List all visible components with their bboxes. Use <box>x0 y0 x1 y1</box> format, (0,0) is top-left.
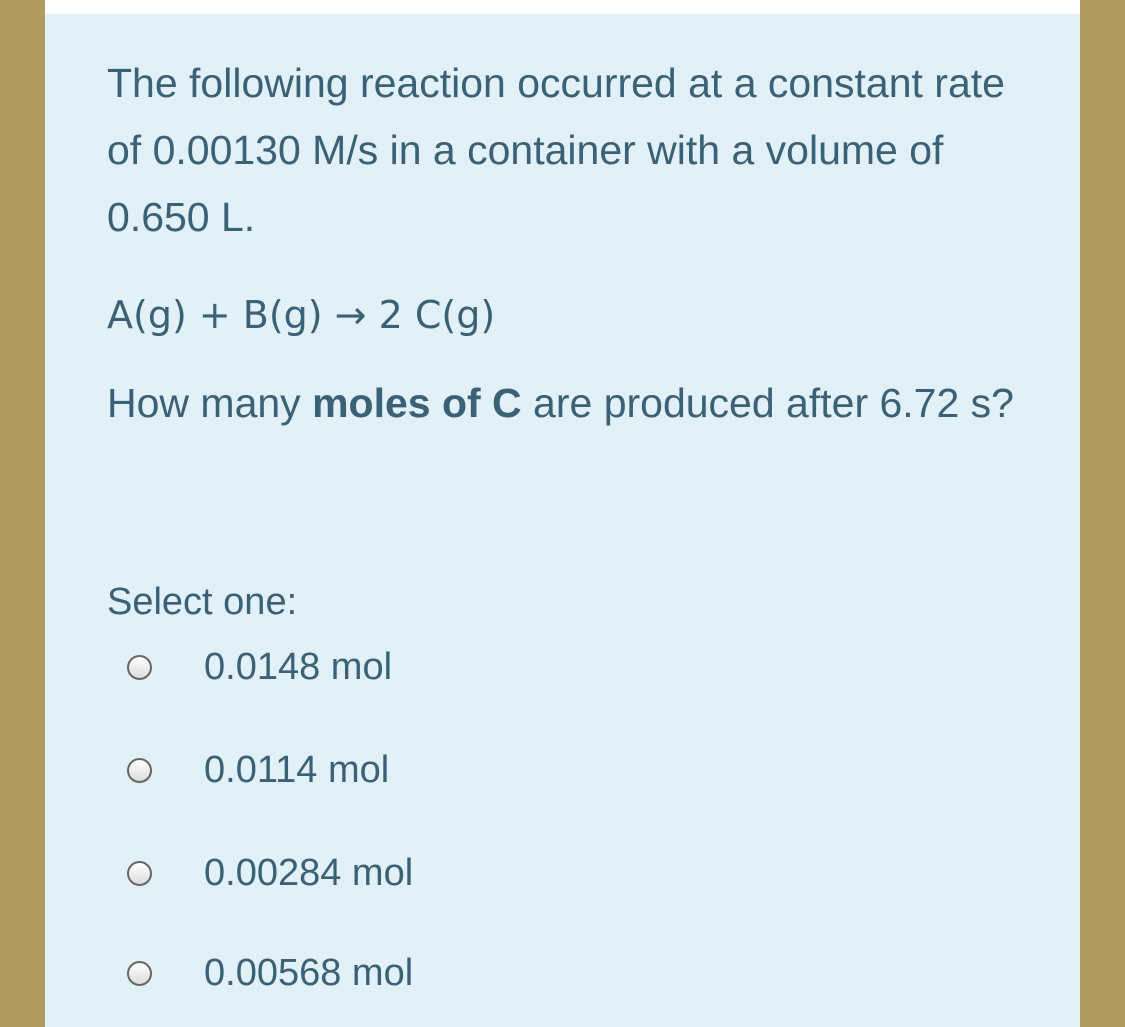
answer-option-3[interactable] <box>127 843 413 903</box>
radio-button-icon[interactable] <box>127 655 152 680</box>
answer-option-1[interactable] <box>127 637 392 697</box>
top-strip <box>45 0 1080 14</box>
question-ask <box>107 370 1047 437</box>
question-card <box>45 14 1080 1027</box>
answer-option-4[interactable] <box>127 943 413 1003</box>
answer-option-label: 0.0114 mol <box>204 749 390 791</box>
question-intro: The following reaction occurred at a constant rate of 0.00130 M/s in a container with a volume of 0.650 L. <box>107 60 1005 240</box>
answer-option-label: 0.00568 mol <box>204 952 414 994</box>
reaction-equation: A(g) + B(g) → 2 C(g) <box>107 293 496 337</box>
answer-option-label: 0.00284 mol <box>204 852 414 894</box>
question-text <box>107 50 1047 251</box>
select-one-label: Select one: <box>107 581 298 623</box>
answer-option-2[interactable] <box>127 740 389 800</box>
ask-prefix: How many <box>107 380 313 426</box>
radio-button-icon[interactable] <box>127 861 152 886</box>
answer-option-label: 0.0148 mol <box>204 646 393 688</box>
radio-button-icon[interactable] <box>127 758 152 783</box>
radio-button-icon[interactable] <box>127 961 152 986</box>
ask-suffix: are produced after 6.72 s? <box>521 380 1014 426</box>
ask-bold: moles of C <box>312 380 522 426</box>
